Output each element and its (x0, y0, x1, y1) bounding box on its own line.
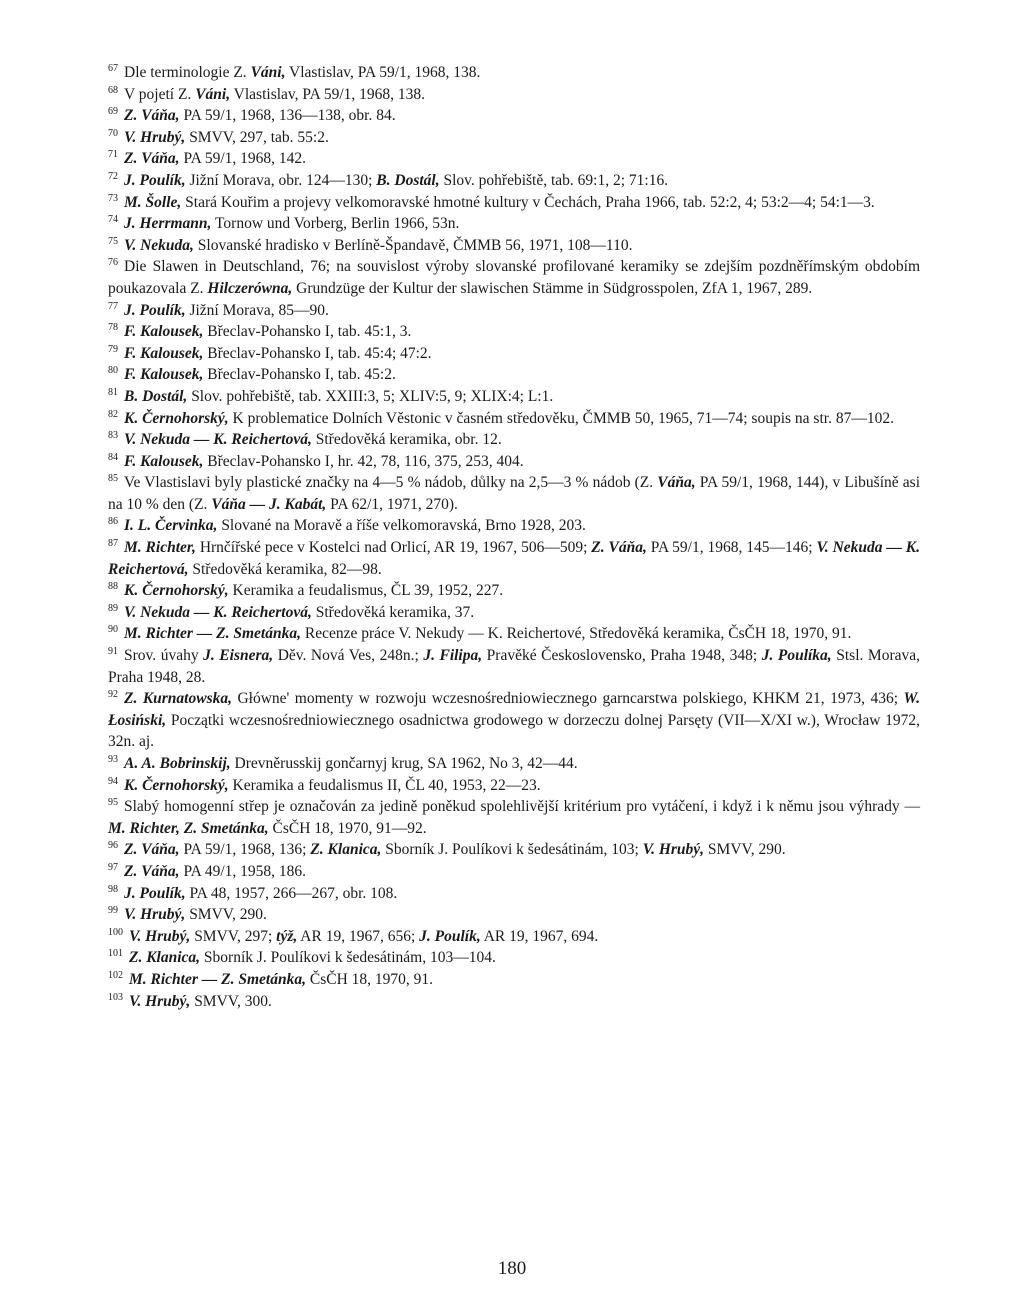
author-name: Hilczerówna, (207, 279, 293, 297)
footnote-number: 73 (108, 192, 118, 204)
footnote (108, 256, 920, 299)
footnote-text: PA 48, 1957, 266—267, obr. 108. (185, 884, 398, 902)
footnote (108, 515, 920, 537)
footnote-text: Středověká keramika, obr. 12. (311, 431, 502, 449)
footnote-number: 72 (108, 170, 118, 182)
footnote-text: Břeclav-Pohansko I, tab. 45:1, 3. (203, 323, 412, 341)
author-name: V. Hrubý, (129, 992, 191, 1010)
footnote (108, 602, 920, 624)
footnote-number: 69 (108, 106, 118, 118)
author-name: Z. Váňa, (124, 150, 180, 168)
author-name: Z. Váňa, (124, 107, 180, 125)
footnote (108, 192, 920, 214)
footnote (108, 537, 920, 580)
footnote-number: 91 (108, 646, 118, 658)
footnote-text: Ve Vlastislavi byly plastické značky na 4—5 % nádob, důlky na 2,5—3 % nádob (Z. (124, 474, 658, 492)
footnote (108, 300, 920, 322)
footnote-text: AR 19, 1967, 656; (297, 927, 420, 945)
footnote-text: Drevněrusskij gončarnyj krug, SA 1962, No 3, 42—44. (230, 755, 578, 772)
footnote (108, 62, 920, 84)
footnote-number: 85 (108, 473, 118, 485)
author-name: M. Richter — Z. Smetánka, (129, 970, 306, 988)
footnote-text: Břeclav-Pohansko I, tab. 45:2. (203, 366, 396, 384)
footnote-text: Sborník J. Poulíkovi k šedesátinám, 103—104. (200, 949, 496, 967)
footnote-text: SMVV, 290. (704, 841, 786, 859)
author-name: J. Poulík, (419, 927, 481, 945)
footnote-number: 90 (108, 624, 118, 636)
footnote-text: PA 59/1, 1968, 136—138, obr. 84. (179, 107, 396, 125)
author-name: J. Filipa, (423, 647, 483, 665)
author-name: J. Poulíka, (761, 647, 832, 665)
author-name: A. A. Bobrinskij, (124, 755, 231, 772)
footnote-number: 75 (108, 235, 118, 247)
footnote (108, 408, 920, 430)
footnote-text: Slov. pohřebiště, tab. XXIII:3, 5; XLIV:5, 9; XLIX:4; L:1. (187, 387, 554, 405)
footnote-number: 99 (108, 905, 118, 917)
author-name: F. Kalousek, (124, 366, 204, 384)
footnote-text: Stsl. Morava, Praha 1948, 28. (108, 647, 920, 686)
footnote (108, 861, 920, 883)
author-name: Z. Váňa, (124, 841, 180, 859)
author-name: B. Dostál, (376, 171, 440, 189)
footnote-text: Slovanské hradisko v Berlíně-Špandavě, ČMMB 56, 1971, 108—110. (193, 236, 633, 254)
author-name: Z. Klanica, (129, 949, 201, 967)
footnote (108, 213, 920, 235)
footnote-text: Główne' momenty w rozwoju wczesnośredniowiecznego garncarstwa polskiego, KHKM 21, 1973, 436; (231, 690, 904, 708)
footnote-text: Recenze práce V. Nekudy — K. Reichertové, Středověká keramika, ČsČH 18, 1970, 91. (300, 625, 852, 643)
footnote-number: 101 (108, 948, 123, 960)
footnote (108, 645, 920, 688)
footnote-number: 88 (108, 581, 118, 593)
footnote-text: PA 59/1, 1968, 142. (179, 150, 307, 168)
author-name: Z. Klanica, (310, 841, 382, 859)
footnote-number: 95 (108, 797, 118, 809)
footnote-number: 80 (108, 365, 118, 377)
footnote-number: 70 (108, 127, 118, 139)
author-name: Váňa — J. Kabát, (211, 495, 327, 513)
author-name: M. Šolle, (124, 193, 182, 211)
footnote-number: 86 (108, 516, 118, 528)
footnote (108, 926, 920, 948)
footnote (108, 796, 920, 839)
footnote-number: 94 (108, 775, 118, 787)
footnote-text: Pravěké Československo, Praha 1948, 348; (482, 647, 762, 665)
footnote-number: 79 (108, 343, 118, 355)
footnote-text: Jižní Morava, 85—90. (185, 301, 329, 319)
author-name: V. Nekuda — K. Reichertová, (124, 431, 312, 449)
footnote-text: PA 62/1, 1971, 270). (326, 495, 458, 513)
footnote (108, 688, 920, 753)
footnote-number: 92 (108, 689, 118, 701)
footnote-text: Středověká keramika, 37. (311, 603, 475, 621)
page-number: 180 (497, 1258, 527, 1279)
author-name: Z. Kurnatowska, (124, 690, 232, 708)
footnote (108, 84, 920, 106)
footnote (108, 753, 920, 775)
footnote (108, 235, 920, 257)
footnote-text: Grundzüge der Kultur der slawischen Stämme in Südgrosspolen, ZfA 1, 1967, 289. (292, 279, 813, 297)
footnote-number: 68 (108, 84, 118, 96)
footnote-text: ČsČH 18, 1970, 91. (305, 970, 434, 988)
footnote-number: 103 (108, 991, 123, 1003)
footnote-text: Středověká keramika, 82—98. (188, 560, 382, 578)
author-name: V. Hrubý, (124, 128, 186, 146)
footnote (108, 170, 920, 192)
footnote-text: SMVV, 297; (190, 927, 277, 945)
footnote-text: ČsČH 18, 1970, 91—92. (268, 819, 427, 837)
footnote (108, 904, 920, 926)
footnote-text: Hrnčířské pece v Kostelci nad Orlicí, AR 19, 1967, 506—509; (195, 539, 592, 557)
footnote-text: Die Slawen in Deutschland, 76; na souvislost výroby slovanské profilované keramiky se zdejším pozdněřímským obdobím poukazovala Z. (108, 258, 920, 297)
footnote (108, 148, 920, 170)
footnote-text: PA 59/1, 1968, 144), v Libušíně asi na 10 % den (Z. (108, 474, 920, 513)
footnote-text: K problematice Dolních Věstonic v časném středověku, ČMMB 50, 1965, 71—74; soupis na str. 87—102. (228, 409, 894, 427)
footnote-number: 89 (108, 602, 118, 614)
footnote-text: SMVV, 297, tab. 55:2. (185, 128, 329, 146)
footnote-number: 81 (108, 386, 118, 398)
footnote-text: Vlastislav, PA 59/1, 1968, 138. (230, 85, 426, 103)
author-name: Z. Váňa, (124, 862, 180, 880)
footnote-number: 74 (108, 214, 118, 226)
footnote-text: SMVV, 300. (190, 992, 272, 1010)
footnote-text: Slabý homogenní střep je označován za jedině poněkud spolehlivější kritérium pro vytáčení, i když i k němu jsou výhrady — (124, 798, 920, 816)
footnote-number: 102 (108, 969, 123, 981)
footnote (108, 429, 920, 451)
footnote (108, 386, 920, 408)
author-name: V. Hrubý, (129, 927, 191, 945)
footnote-number: 77 (108, 300, 118, 312)
author-name: Váňa, (657, 474, 696, 492)
footnote-number: 93 (108, 754, 118, 765)
footnote (108, 883, 920, 905)
footnote-text: Děv. Nová Ves, 248n.; (273, 647, 424, 665)
author-name: V. Nekuda — K. Reichertová, (108, 539, 921, 578)
footnote-text: Tornow und Vorberg, Berlin 1966, 53n. (211, 215, 460, 233)
footnote-text: Sborník J. Poulíkovi k šedesátinám, 103; (381, 841, 643, 859)
footnote-text: V pojetí Z. (124, 85, 196, 103)
author-name: F. Kalousek, (124, 452, 204, 470)
author-name: K. Černohorský, (124, 776, 229, 794)
author-name: J. Poulík, (124, 884, 186, 902)
footnote-text: Vlastislav, PA 59/1, 1968, 138. (285, 64, 481, 81)
author-name: B. Dostál, (124, 387, 188, 405)
footnote (108, 364, 920, 386)
author-name: J. Poulík, (124, 301, 186, 319)
author-name: V. Nekuda, (124, 236, 194, 254)
footnote-text: Srov. úvahy (124, 647, 204, 665)
footnote-number: 67 (108, 63, 118, 74)
author-name: M. Richter — Z. Smetánka, (124, 625, 301, 643)
footnote-text: Slované na Moravě a říše velkomoravská, Brno 1928, 203. (217, 517, 586, 535)
footnote-number: 76 (108, 257, 118, 269)
footnote-text: AR 19, 1967, 694. (480, 927, 599, 945)
footnote (108, 472, 920, 515)
footnote-number: 100 (108, 926, 123, 938)
author-name: I. L. Červinka, (124, 517, 218, 535)
footnote-number: 98 (108, 883, 118, 895)
footnote (108, 127, 920, 149)
footnote-text: PA 59/1, 1968, 145—146; (646, 539, 817, 557)
footnote-number: 71 (108, 149, 118, 161)
footnote (108, 991, 920, 1013)
footnote (108, 451, 920, 473)
footnote-text: Dle terminologie Z. (124, 64, 251, 81)
footnote-text: Keramika a feudalismus II, ČL 40, 1953, 22—23. (228, 776, 541, 794)
author-name: J. Herrmann, (124, 215, 212, 233)
author-name: K. Černohorský, (124, 409, 229, 427)
footnote-number: 84 (108, 451, 118, 463)
footnotes-list (108, 62, 920, 1012)
footnote-text: Jižní Morava, obr. 124—130; (185, 171, 377, 189)
footnote (108, 105, 920, 127)
author-name: V. Hrubý, (124, 906, 186, 924)
author-name: M. Richter, Z. Smetánka, (108, 819, 269, 837)
author-name: M. Richter, (124, 539, 196, 557)
footnote-text: PA 49/1, 1958, 186. (179, 862, 307, 880)
footnote (108, 839, 920, 861)
footnote-text: PA 59/1, 1968, 136; (179, 841, 311, 859)
author-name: V. Nekuda — K. Reichertová, (124, 603, 312, 621)
footnote-number: 83 (108, 430, 118, 442)
footnote (108, 343, 920, 365)
author-name: Váni, (250, 64, 286, 81)
author-name: F. Kalousek, (124, 344, 204, 362)
footnote-text: Slov. pohřebiště, tab. 69:1, 2; 71:16. (439, 171, 669, 189)
footnote-number: 82 (108, 408, 118, 420)
author-name: týž, (276, 927, 298, 945)
author-name: F. Kalousek, (124, 323, 204, 341)
footnote-text: Początki wczesnośredniowiecznego osadnictwa grodowego w dorzeczu dolnej Parsęty (VII—X/XI w.), Wrocław 1972, 32n. aj. (108, 711, 920, 751)
author-name: K. Černohorský, (124, 582, 229, 600)
author-name: V. Hrubý, (642, 841, 705, 859)
author-name: J. Eisnera, (203, 647, 274, 665)
footnote-number: 96 (108, 840, 118, 852)
footnote (108, 623, 920, 645)
footnote-text: Břeclav-Pohansko I, tab. 45:4; 47:2. (203, 344, 432, 362)
author-name: Váni, (195, 85, 231, 103)
footnote (108, 775, 920, 797)
footnote-number: 78 (108, 322, 118, 334)
author-name: J. Poulík, (124, 171, 186, 189)
footnote-text: Stará Kouřim a projevy velkomoravské hmotné kultury v Čechách, Praha 1966, tab. 52:2, 4; 53:2—4; 54:1—3. (181, 193, 875, 211)
footnote (108, 580, 920, 602)
footnote (108, 321, 920, 343)
author-name: W. Łosiński, (108, 690, 920, 729)
footnote (108, 947, 920, 969)
footnote-text: Keramika a feudalismus, ČL 39, 1952, 227. (228, 582, 504, 600)
footnote-text: Břeclav-Pohansko I, hr. 42, 78, 116, 375, 253, 404. (203, 452, 524, 470)
author-name: Z. Váňa, (591, 539, 647, 557)
footnote-number: 97 (108, 861, 118, 873)
footnote-text: SMVV, 290. (185, 906, 267, 924)
footnote (108, 969, 920, 991)
footnote-number: 87 (108, 538, 118, 550)
